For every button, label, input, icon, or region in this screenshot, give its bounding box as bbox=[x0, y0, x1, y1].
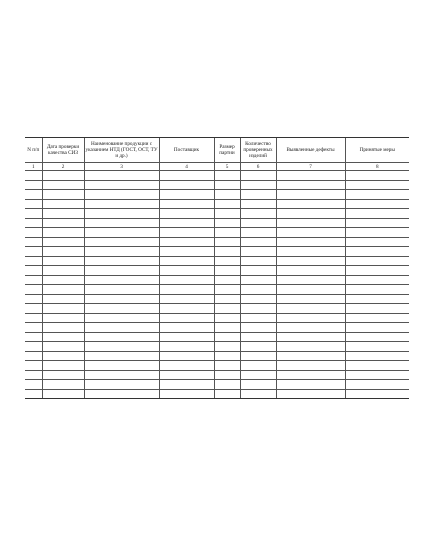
table-cell bbox=[25, 237, 42, 247]
table-cell bbox=[214, 285, 240, 295]
table-cell bbox=[240, 370, 276, 380]
table-cell bbox=[42, 304, 84, 314]
table-header-row bbox=[25, 138, 409, 163]
table-cell bbox=[25, 256, 42, 266]
table-cell bbox=[84, 180, 159, 190]
table-cell bbox=[25, 209, 42, 219]
table-cell bbox=[159, 209, 214, 219]
table-cell bbox=[214, 370, 240, 380]
table-cell bbox=[25, 218, 42, 228]
table-cell bbox=[42, 218, 84, 228]
table-row bbox=[25, 218, 409, 228]
table-cell bbox=[159, 370, 214, 380]
header-measures: Принятые меры bbox=[345, 138, 409, 163]
table-cell bbox=[84, 228, 159, 238]
table-cell bbox=[84, 285, 159, 295]
table-cell bbox=[345, 342, 409, 352]
table-cell bbox=[345, 332, 409, 342]
header-row-number: N п/п bbox=[25, 138, 42, 163]
table-cell bbox=[214, 247, 240, 257]
table-cell bbox=[214, 342, 240, 352]
table-cell bbox=[345, 266, 409, 276]
table-cell bbox=[84, 351, 159, 361]
table-cell bbox=[214, 361, 240, 371]
table-cell bbox=[345, 304, 409, 314]
table-cell bbox=[84, 323, 159, 333]
quality-control-register-table bbox=[25, 137, 409, 399]
table-cell bbox=[42, 361, 84, 371]
table-cell bbox=[159, 256, 214, 266]
table-cell bbox=[240, 342, 276, 352]
table-cell bbox=[25, 342, 42, 352]
table-cell bbox=[345, 180, 409, 190]
header-checked-count: Количество проверенных изделий bbox=[240, 138, 276, 163]
table-cell bbox=[84, 389, 159, 399]
table-cell bbox=[214, 380, 240, 390]
table-cell bbox=[42, 294, 84, 304]
table-cell bbox=[159, 323, 214, 333]
table-cell bbox=[25, 171, 42, 181]
table-cell bbox=[214, 209, 240, 219]
table-cell bbox=[42, 332, 84, 342]
table-cell bbox=[214, 228, 240, 238]
table-cell bbox=[214, 180, 240, 190]
table-cell bbox=[345, 209, 409, 219]
table-row bbox=[25, 199, 409, 209]
table-row bbox=[25, 171, 409, 181]
table-row bbox=[25, 256, 409, 266]
column-number: 1 bbox=[25, 163, 42, 171]
table-row bbox=[25, 285, 409, 295]
table-body bbox=[25, 171, 409, 399]
table-cell bbox=[84, 313, 159, 323]
table-row bbox=[25, 304, 409, 314]
table-cell bbox=[84, 294, 159, 304]
table-cell bbox=[214, 256, 240, 266]
table-row bbox=[25, 247, 409, 257]
table-cell bbox=[276, 237, 345, 247]
table-cell bbox=[42, 180, 84, 190]
table-cell bbox=[25, 190, 42, 200]
table-cell bbox=[276, 190, 345, 200]
table-row bbox=[25, 323, 409, 333]
table-cell bbox=[42, 199, 84, 209]
table-cell bbox=[276, 313, 345, 323]
table-cell bbox=[276, 180, 345, 190]
table-cell bbox=[84, 332, 159, 342]
table-cell bbox=[276, 171, 345, 181]
header-batch-size: Размер партии bbox=[214, 138, 240, 163]
table-cell bbox=[240, 228, 276, 238]
table-cell bbox=[159, 228, 214, 238]
column-number-row bbox=[25, 163, 409, 171]
table-cell bbox=[240, 313, 276, 323]
table-cell bbox=[345, 380, 409, 390]
table-cell bbox=[159, 361, 214, 371]
table-cell bbox=[214, 323, 240, 333]
table-cell bbox=[240, 171, 276, 181]
table-cell bbox=[345, 323, 409, 333]
table-cell bbox=[42, 237, 84, 247]
table-cell bbox=[25, 361, 42, 371]
table-cell bbox=[345, 171, 409, 181]
table-cell bbox=[276, 218, 345, 228]
table-cell bbox=[159, 389, 214, 399]
table-cell bbox=[240, 380, 276, 390]
table-cell bbox=[84, 209, 159, 219]
table-cell bbox=[42, 171, 84, 181]
table-cell bbox=[276, 351, 345, 361]
table-cell bbox=[214, 351, 240, 361]
table-cell bbox=[276, 275, 345, 285]
table-row bbox=[25, 237, 409, 247]
table-cell bbox=[42, 313, 84, 323]
table-cell bbox=[84, 237, 159, 247]
column-number: 5 bbox=[214, 163, 240, 171]
table-cell bbox=[84, 380, 159, 390]
table-cell bbox=[240, 209, 276, 219]
table-cell bbox=[84, 304, 159, 314]
column-number: 3 bbox=[84, 163, 159, 171]
table-cell bbox=[42, 323, 84, 333]
table-cell bbox=[240, 275, 276, 285]
column-number: 6 bbox=[240, 163, 276, 171]
table-cell bbox=[25, 351, 42, 361]
table-cell bbox=[240, 361, 276, 371]
table-cell bbox=[345, 237, 409, 247]
table-cell bbox=[25, 199, 42, 209]
table-cell bbox=[345, 228, 409, 238]
table-cell bbox=[345, 389, 409, 399]
table-cell bbox=[84, 361, 159, 371]
table-cell bbox=[276, 266, 345, 276]
table-cell bbox=[214, 266, 240, 276]
table-cell bbox=[25, 323, 42, 333]
table-cell bbox=[240, 237, 276, 247]
table-cell bbox=[345, 294, 409, 304]
header-supplier: Поставщик bbox=[159, 138, 214, 163]
table-cell bbox=[276, 285, 345, 295]
table-cell bbox=[42, 380, 84, 390]
table-cell bbox=[214, 304, 240, 314]
table-cell bbox=[159, 304, 214, 314]
table-cell bbox=[276, 294, 345, 304]
table-cell bbox=[159, 294, 214, 304]
table-row bbox=[25, 275, 409, 285]
table-cell bbox=[240, 389, 276, 399]
table-cell bbox=[214, 237, 240, 247]
table-cell bbox=[25, 370, 42, 380]
table-cell bbox=[25, 380, 42, 390]
table-cell bbox=[240, 285, 276, 295]
table-cell bbox=[345, 247, 409, 257]
table-cell bbox=[42, 389, 84, 399]
table-row bbox=[25, 209, 409, 219]
table-cell bbox=[42, 247, 84, 257]
table-cell bbox=[345, 285, 409, 295]
table-cell bbox=[240, 247, 276, 257]
table-cell bbox=[25, 247, 42, 257]
table-cell bbox=[159, 332, 214, 342]
table-cell bbox=[25, 294, 42, 304]
table-cell bbox=[276, 380, 345, 390]
table-cell bbox=[345, 275, 409, 285]
table-cell bbox=[25, 332, 42, 342]
table-cell bbox=[276, 332, 345, 342]
column-number: 4 bbox=[159, 163, 214, 171]
header-defects: Выявленные дефекты bbox=[276, 138, 345, 163]
table-cell bbox=[214, 171, 240, 181]
table-cell bbox=[240, 351, 276, 361]
table-cell bbox=[214, 190, 240, 200]
header-product-name: Наименование продукции с указанием НТД (ГОСТ, ОСТ, ТУ и др.) bbox=[84, 138, 159, 163]
table-cell bbox=[276, 304, 345, 314]
table-cell bbox=[84, 199, 159, 209]
table-cell bbox=[345, 370, 409, 380]
table-cell bbox=[42, 228, 84, 238]
table-row bbox=[25, 228, 409, 238]
table-row bbox=[25, 266, 409, 276]
table-cell bbox=[240, 256, 276, 266]
table-cell bbox=[159, 266, 214, 276]
table-cell bbox=[42, 342, 84, 352]
table-cell bbox=[84, 171, 159, 181]
table-cell bbox=[42, 275, 84, 285]
table-cell bbox=[25, 228, 42, 238]
column-number: 8 bbox=[345, 163, 409, 171]
table-cell bbox=[159, 190, 214, 200]
table-cell bbox=[276, 256, 345, 266]
table-cell bbox=[84, 275, 159, 285]
table-cell bbox=[276, 199, 345, 209]
table-cell bbox=[276, 323, 345, 333]
table-cell bbox=[159, 237, 214, 247]
header-check-date: Дата проверки качества СИЗ bbox=[42, 138, 84, 163]
table-cell bbox=[159, 351, 214, 361]
table-cell bbox=[25, 313, 42, 323]
table-cell bbox=[276, 361, 345, 371]
table-cell bbox=[214, 332, 240, 342]
table-cell bbox=[276, 389, 345, 399]
table-cell bbox=[214, 275, 240, 285]
table-cell bbox=[42, 190, 84, 200]
table-cell bbox=[84, 218, 159, 228]
table-cell bbox=[240, 190, 276, 200]
table-cell bbox=[214, 313, 240, 323]
table-cell bbox=[159, 180, 214, 190]
table-cell bbox=[240, 332, 276, 342]
table-row bbox=[25, 342, 409, 352]
table-cell bbox=[84, 342, 159, 352]
table-cell bbox=[42, 370, 84, 380]
table-cell bbox=[25, 285, 42, 295]
table-cell bbox=[345, 218, 409, 228]
table-cell bbox=[345, 190, 409, 200]
table-cell bbox=[84, 370, 159, 380]
table-cell bbox=[159, 380, 214, 390]
table-cell bbox=[345, 351, 409, 361]
table-cell bbox=[276, 247, 345, 257]
table-cell bbox=[42, 266, 84, 276]
table-cell bbox=[159, 275, 214, 285]
table-cell bbox=[84, 190, 159, 200]
table-cell bbox=[240, 199, 276, 209]
table-row bbox=[25, 313, 409, 323]
table-cell bbox=[42, 256, 84, 266]
table-row bbox=[25, 190, 409, 200]
table-cell bbox=[84, 266, 159, 276]
table-cell bbox=[345, 256, 409, 266]
table-row bbox=[25, 294, 409, 304]
table-cell bbox=[159, 247, 214, 257]
table-row bbox=[25, 361, 409, 371]
table-cell bbox=[240, 304, 276, 314]
table-cell bbox=[25, 266, 42, 276]
table-row bbox=[25, 370, 409, 380]
table-cell bbox=[25, 180, 42, 190]
table-cell bbox=[42, 351, 84, 361]
table-cell bbox=[345, 199, 409, 209]
table-cell bbox=[159, 285, 214, 295]
table-cell bbox=[159, 342, 214, 352]
table-cell bbox=[25, 304, 42, 314]
table-row bbox=[25, 351, 409, 361]
column-number: 7 bbox=[276, 163, 345, 171]
table-cell bbox=[42, 285, 84, 295]
table-row bbox=[25, 389, 409, 399]
table-cell bbox=[240, 323, 276, 333]
table-cell bbox=[345, 361, 409, 371]
column-number: 2 bbox=[42, 163, 84, 171]
table-cell bbox=[84, 256, 159, 266]
table-cell bbox=[276, 342, 345, 352]
table-cell bbox=[214, 294, 240, 304]
table-cell bbox=[214, 199, 240, 209]
table-cell bbox=[214, 218, 240, 228]
table-cell bbox=[276, 370, 345, 380]
table-cell bbox=[25, 389, 42, 399]
table-cell bbox=[276, 209, 345, 219]
table-cell bbox=[159, 313, 214, 323]
table-cell bbox=[240, 294, 276, 304]
table-cell bbox=[240, 180, 276, 190]
table-cell bbox=[84, 247, 159, 257]
table-cell bbox=[240, 218, 276, 228]
table-cell bbox=[276, 228, 345, 238]
table-cell bbox=[25, 275, 42, 285]
table-cell bbox=[214, 389, 240, 399]
table-cell bbox=[159, 218, 214, 228]
table-cell bbox=[345, 313, 409, 323]
table-row bbox=[25, 332, 409, 342]
table-row bbox=[25, 380, 409, 390]
table-cell bbox=[240, 266, 276, 276]
table-cell bbox=[159, 171, 214, 181]
table-cell bbox=[42, 209, 84, 219]
table-row bbox=[25, 180, 409, 190]
table-cell bbox=[159, 199, 214, 209]
